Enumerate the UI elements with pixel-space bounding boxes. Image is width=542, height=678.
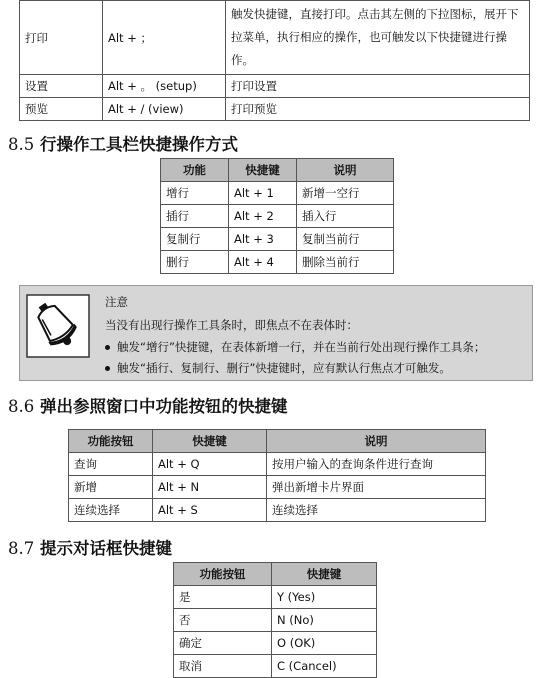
column-header: 说明 — [267, 430, 486, 453]
column-header: 功能按钮 — [69, 430, 153, 453]
section-title: 行操作工具栏快捷操作方式 — [40, 135, 238, 154]
bullet-icon — [105, 366, 110, 371]
table-cell: 增行 — [161, 182, 229, 205]
note-text: 当没有出现行操作工具条时，即焦点不在表体时： — [105, 318, 358, 332]
table-cell: Alt + 4 — [229, 251, 297, 274]
table-cell: 插行 — [161, 205, 229, 228]
table-cell: Alt + 1 — [229, 182, 297, 205]
table-cell: 删行 — [161, 251, 229, 274]
table-cell: 是 — [174, 586, 272, 609]
table-row — [174, 632, 377, 655]
row-toolbar-shortcut-table — [160, 158, 394, 274]
section-heading-8-6 — [8, 393, 288, 417]
table-row — [20, 1, 530, 75]
note-box — [19, 285, 533, 381]
table-header-row — [174, 563, 377, 586]
table-cell: Alt + 。 (setup) — [103, 75, 226, 98]
table-cell: N (No) — [272, 609, 377, 632]
bullet-text: 触发“插行、复制行、删行”快捷键时，应有默认行焦点才可触发。 — [117, 361, 451, 375]
table-row — [161, 251, 394, 274]
table-row — [20, 98, 530, 121]
table-cell: Alt + / (view) — [103, 98, 226, 121]
table-cell: Alt + 2 — [229, 205, 297, 228]
print-shortcut-table — [19, 0, 530, 121]
table-row — [20, 75, 530, 98]
table-row — [174, 586, 377, 609]
table-row — [69, 453, 486, 476]
table-header-row — [69, 430, 486, 453]
table-cell: Y (Yes) — [272, 586, 377, 609]
table-row — [161, 182, 394, 205]
table-cell: 新增一空行 — [297, 182, 394, 205]
column-header: 快捷键 — [272, 563, 377, 586]
table-cell: 打印 — [20, 1, 103, 75]
table-cell: Alt + N — [153, 476, 267, 499]
table-cell: 新增 — [69, 476, 153, 499]
note-bullet — [105, 360, 451, 376]
table-cell: 复制当前行 — [297, 228, 394, 251]
table-cell: Alt + ； — [103, 1, 226, 75]
section-heading-8-5 — [8, 131, 238, 155]
table-row — [174, 655, 377, 678]
table-row — [161, 228, 394, 251]
note-title: 注意 — [105, 295, 128, 309]
table-cell: 弹出新增卡片界面 — [267, 476, 486, 499]
note-bullet — [105, 339, 485, 355]
table-cell: 预览 — [20, 98, 103, 121]
table-row — [69, 476, 486, 499]
section-title: 弹出参照窗口中功能按钮的快捷键 — [40, 397, 288, 416]
table-cell: Alt + S — [153, 499, 267, 522]
column-header: 快捷键 — [229, 159, 297, 182]
table-cell: 插入行 — [297, 205, 394, 228]
table-row — [174, 609, 377, 632]
bullet-text: 触发“增行”快捷键，在表体新增一行，并在当前行处出现行操作工具条； — [117, 340, 486, 354]
table-cell: 确定 — [174, 632, 272, 655]
dialog-shortcut-table — [173, 562, 377, 678]
table-cell: 复制行 — [161, 228, 229, 251]
section-number: 8.7 — [8, 539, 35, 558]
section-number: 8.6 — [8, 397, 35, 416]
table-cell: 触发快捷键，直接打印。点击其左侧的下拉图标，展开下拉菜单，执行相应的操作，也可触发以下快捷键进行操作。 — [226, 1, 530, 75]
bullet-icon — [105, 345, 110, 350]
section-title: 提示对话框快捷键 — [40, 539, 172, 558]
table-cell: 删除当前行 — [297, 251, 394, 274]
column-header: 功能按钮 — [174, 563, 272, 586]
table-cell: 查询 — [69, 453, 153, 476]
table-cell: 否 — [174, 609, 272, 632]
table-cell: 连续选择 — [267, 499, 486, 522]
table-cell: 连续选择 — [69, 499, 153, 522]
column-header: 快捷键 — [153, 430, 267, 453]
table-row — [161, 205, 394, 228]
table-cell: O (OK) — [272, 632, 377, 655]
section-heading-8-7 — [8, 535, 172, 559]
table-row — [69, 499, 486, 522]
bell-icon — [26, 294, 90, 358]
table-header-row — [161, 159, 394, 182]
table-cell: C (Cancel) — [272, 655, 377, 678]
table-cell: 取消 — [174, 655, 272, 678]
table-cell: 设置 — [20, 75, 103, 98]
table-cell: 打印预览 — [226, 98, 530, 121]
table-cell: 按用户输入的查询条件进行查询 — [267, 453, 486, 476]
column-header: 说明 — [297, 159, 394, 182]
column-header: 功能 — [161, 159, 229, 182]
reference-window-shortcut-table — [68, 429, 486, 522]
table-cell: Alt + Q — [153, 453, 267, 476]
table-cell: Alt + 3 — [229, 228, 297, 251]
table-cell: 打印设置 — [226, 75, 530, 98]
section-number: 8.5 — [8, 135, 35, 154]
